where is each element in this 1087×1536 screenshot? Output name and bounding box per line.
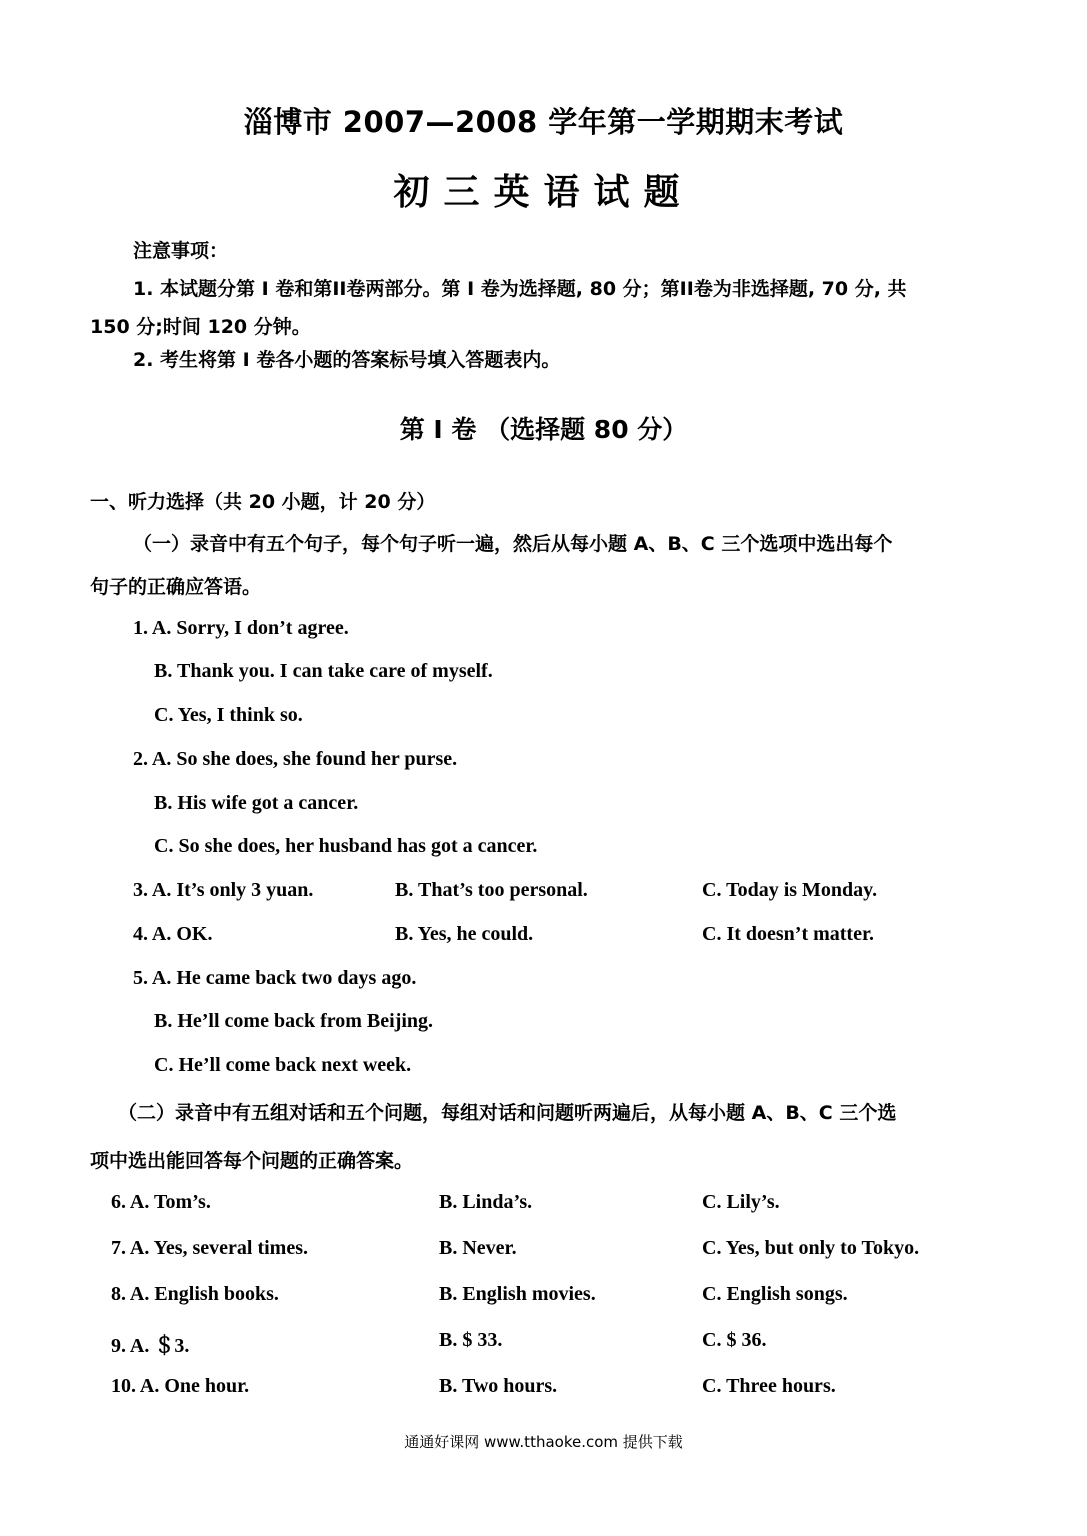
q2-option-b: B. His wife got a cancer. xyxy=(154,792,359,814)
notes-label: 注意事项： xyxy=(133,240,229,262)
q1-option-b: B. Thank you. I can take care of myself. xyxy=(154,660,493,682)
q1-option-c: C. Yes, I think so. xyxy=(154,704,303,726)
section-heading: 第 I 卷 （选择题 80 分） xyxy=(399,415,688,444)
q8-option-b: B. English movies. xyxy=(439,1283,596,1305)
q7-option-a: 7. A. Yes, several times. xyxy=(111,1237,308,1259)
q4-option-c: C. It doesn’t matter. xyxy=(702,923,875,945)
q9-option-b: B. $ 33. xyxy=(439,1329,503,1351)
part1-instruction-line-2: 句子的正确应答语。 xyxy=(90,576,262,598)
exam-subtitle: 初三英语试题 xyxy=(393,172,694,213)
exam-title: 淄博市 2007—2008 学年第一学期期末考试 xyxy=(243,105,844,139)
q4-option-b: B. Yes, he could. xyxy=(395,923,534,945)
q3-option-a: 3. A. It’s only 3 yuan. xyxy=(133,879,314,901)
part-title: 一、听力选择（共 20 小题，计 20 分） xyxy=(90,491,436,513)
q1-option-a: 1. A. Sorry, I don’t agree. xyxy=(133,617,349,639)
q10-option-a: 10. A. One hour. xyxy=(111,1375,250,1397)
notes-item-1-line-2: 150 分;时间 120 分钟。 xyxy=(90,316,311,338)
part1-instruction-line-1: （一）录音中有五个句子，每个句子听一遍，然后从每小题 A、B、C 三个选项中选出每个 xyxy=(133,533,893,555)
q8-option-c: C. English songs. xyxy=(702,1283,848,1305)
q5-option-c: C. He’ll come back next week. xyxy=(154,1054,412,1076)
q4-option-a: 4. A. OK. xyxy=(133,923,213,945)
q8-option-a: 8. A. English books. xyxy=(111,1283,279,1305)
q5-option-a: 5. A. He came back two days ago. xyxy=(133,967,417,989)
q10-option-b: B. Two hours. xyxy=(439,1375,558,1397)
q3-option-c: C. Today is Monday. xyxy=(702,879,878,901)
q9-option-a: 9. A. ＄3. xyxy=(111,1335,190,1357)
part2-instruction-line-1: （二）录音中有五组对话和五个问题，每组对话和问题听两遍后，从每小题 A、B、C 三个选 xyxy=(118,1102,897,1124)
q6-option-a: 6. A. Tom’s. xyxy=(111,1191,211,1213)
q3-option-b: B. That’s too personal. xyxy=(395,879,588,901)
q2-option-c: C. So she does, her husband has got a cancer. xyxy=(154,835,538,857)
q5-option-b: B. He’ll come back from Beijing. xyxy=(154,1010,434,1032)
notes-item-1-line-1: 1. 本试题分第 I 卷和第II卷两部分。第 I 卷为选择题, 80 分；第II卷为非选择题, 70 分, 共 xyxy=(133,278,907,300)
q6-option-c: C. Lily’s. xyxy=(702,1191,780,1213)
notes-item-2: 2. 考生将第 I 卷各小题的答案标号填入答题表内。 xyxy=(133,349,561,371)
q6-option-b: B. Linda’s. xyxy=(439,1191,533,1213)
q7-option-b: B. Never. xyxy=(439,1237,517,1259)
part2-instruction-line-2: 项中选出能回答每个问题的正确答案。 xyxy=(90,1150,414,1172)
q10-option-c: C. Three hours. xyxy=(702,1375,836,1397)
q9-option-c: C. $ 36. xyxy=(702,1329,767,1351)
footer-watermark: 通通好课网 www.tthaoke.com 提供下载 xyxy=(404,1433,683,1451)
q2-option-a: 2. A. So she does, she found her purse. xyxy=(133,748,458,770)
q7-option-c: C. Yes, but only to Tokyo. xyxy=(702,1237,920,1259)
